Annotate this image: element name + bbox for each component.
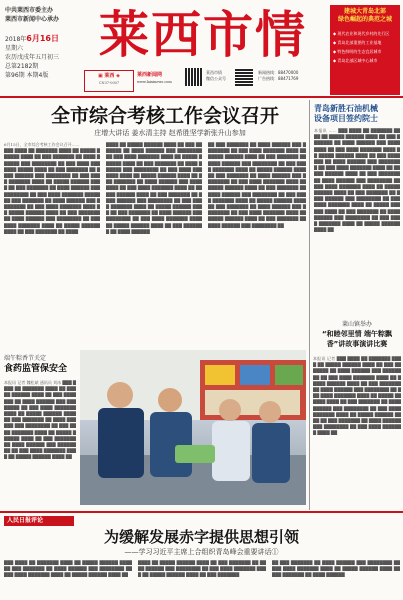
qr-code-icon xyxy=(185,68,203,86)
photo-kicker: 莱山镇举办 xyxy=(341,321,372,328)
food-story-head xyxy=(4,354,76,375)
photo-story-head xyxy=(313,320,401,349)
site-brand: 莱西新闻网 xyxy=(137,72,163,78)
sponsor-line: 莱西市新闻中心承办 xyxy=(5,16,60,23)
section-rule xyxy=(0,511,403,513)
promo-item: ◆ 特色鲜明的生态宜居城市 xyxy=(333,49,382,54)
lunar-date: 农历戊戌年五月初三 xyxy=(5,54,60,61)
sponsor-line: 中共莱西市委主办 xyxy=(5,7,54,14)
main-headline: 全市综合考核工作会议召开 xyxy=(50,105,279,127)
qr-label: 莱西市情 xyxy=(206,70,222,75)
main-story-column: ██ ███ ███████ ██ ████ ██████ ███ ████████ ██ ███ ████ ███████ ████ ██ █████ ██████ ████ ██ ███ ███████ ██ ████ ██████ ███ ████████ ██ ███ ████ ███████ ████ ██ █████ ██████ ████ ██ ███ ███████ ██ ████ ██████ ███ ████████ ██ ███ ████ ███████ ████ ██ █████ ██████ ████ ██ ███ ███████ ██ ████ ██████ ███ ████████ ██ ███ ████ ███████ ████ ██ █████ ██████ ████ ██ ███ ███████ ██ ████ ██████ ███ ████████ ██ ███ ████ ███████ ████ ██ █████ ██████ ████ ██ ███ ███████ ██ ████ ██████ ███ ████████ ██ xyxy=(208,142,306,228)
promo-item: ◆ 现代农业和现代乡村的先行区 xyxy=(333,31,390,36)
column-divider xyxy=(309,100,310,510)
news-site-badge[interactable] xyxy=(137,70,182,92)
side-headline-line: 青岛新胜石油机械 xyxy=(314,104,378,113)
commentary-section-label: 人民日报评论 xyxy=(4,516,74,526)
promo-heading: 建城大青岛北部 xyxy=(343,8,386,15)
food-headline: 食药监管保安全 xyxy=(4,364,68,374)
photo-headline-line: 香”讲故事演讲比赛 xyxy=(326,340,388,348)
commentary-column: ███ ████ ██ ███████ ████ ██ █████ ██████ ████ ██ ███ ███████ ██ ████ ██████ ███ ████████ ██ ███ ████ ███████ ████ ██ █████ ██████ ████ ██ xyxy=(4,560,132,578)
hotline-block xyxy=(258,70,328,82)
ad-number: 88471769 xyxy=(278,76,299,81)
date-highlight: 6月16日 xyxy=(26,34,59,43)
promo-heading: 绿色崛起的典范之城 xyxy=(337,16,392,23)
hotline-number: 88470000 xyxy=(278,70,299,75)
food-kicker: 端午粽香节关定 xyxy=(4,355,47,362)
side-headline-line: 设备项目签约院士 xyxy=(314,114,378,123)
commentary-column: ██ ███ ███████ ██ ████ ██████ ███ ████████ ██ ███ ████ ███████ ████ ██ █████ ██████ ████ ██ ███ ███████ ██ ████ ██████ xyxy=(272,560,400,578)
promo-item: ◆ 青岛北部重要的工业基地 xyxy=(333,40,382,45)
promo-box xyxy=(330,5,400,95)
date-year: 2018年 xyxy=(5,36,27,43)
total-issue: 总第2182期 xyxy=(5,63,39,70)
brand-badge[interactable]: ▣ 莱西 ◈ CN37-0007 xyxy=(84,70,134,92)
main-subhead: 庄增大讲话 姜水清主持 赵希胜坚学新张升山参加 xyxy=(94,129,246,137)
site-url[interactable]: www.laixinews.com xyxy=(137,80,172,84)
hotline-label: 新闻热线： xyxy=(258,70,278,75)
sponsor-block xyxy=(5,6,69,24)
food-story-body: 本报讯 记者 魏松斌 通讯员 刘冰 ███ ████ ██ ███████ ████ ██ █████ ██████ ████ ██ ███ ███████ ██ ████ ██████ ███ ████████ ██ ███ ████ ███████ ████ ██ █████ ██████ ████ ██ ███ ███████ ██ ████ ██████ ███ ████████ ██ ███ ████ ███████ ████ ██ █████ ██████ ████ ██ ███ ███████ ██ ████ ██████ ███ ████████ ██ ███ ████ ███████ ████ ██ █████ ██████ ████ ██ xyxy=(4,380,76,460)
main-story-body xyxy=(4,142,306,348)
issue-number: 第96期 本期4版 xyxy=(5,72,49,79)
commentary-headline: 为缓解发展赤字提供思想引领 xyxy=(103,528,299,546)
ad-label: 广告热线： xyxy=(258,76,278,81)
masthead-rule xyxy=(0,96,403,98)
main-story-column: 6月15日，全市综合考核工作会议召开…… ███ ████ ██ ███████ ████ ██ █████ ██████ ████ ██ ███ ███████ ██ ████ ██████ ███ ████████ ██ ███ ████ ███████ █████ ████ ██ ███ ███████ ██ ████ ██████ ███ ████████ ██ ███ ████ ███████ ████ ██ █████ ██████ ████ ██ ███ ███████ ██ ████ ██████ ███ ████████ ██ ███ ████ ███████ █████ ██ ███ ███████ ██ ████ ██████ ███ ████████ ██ ███ ████ ███████ ████ ██ █████ ██████ ████ ██ ███ ███████ ██ ████ ██████ ███ ████████ ██ ███ ████ ███████ ████ ██ █████ ██████ ████ ██ ███ ███████ ██ ████ xyxy=(4,142,100,234)
news-photo xyxy=(80,350,306,505)
masthead-title: 莱西市情 xyxy=(99,5,307,64)
inspection-photo-icon xyxy=(80,350,306,505)
main-story-column: ████ ██ █████ ██████ ████ ██ ███ ███████ ██ ████ ██████ ███ ████████ ██ ███ ████ ███████ ████ ██ █████ ██████ ████ ██ ███ ███████ ██ ████ ██████ ███ ████████ ██ ███ ████ ███████ ████ ██ █████ ██████ ████ ██ ███ ███████ ██ ████ ██████ ███ ████████ ██ ███ ████ ███████ ████ ██ █████ ██████ ████ ██ ███ ███████ ██ ████ ██████ ███ ████████ ██ ███ ████ ███████ ████ ██ █████ ██████ ████ ██ ███ ███████ ██ ████ ██████ ███ ████████ ██ ███ ████ ███████ ████ ██ █████ ██████ ████ ██ ███ ███████ ██ ████ ██████ xyxy=(106,142,202,234)
qr-caption xyxy=(206,70,226,82)
photo-story-body: 本报讯 记者 ███ ████ ██ ███████ ████ ██ █████ ██████ ████ ██ ███ ███████ ██ ████ ██████ ███ ████████ ██ ███ ████ ███████ ████ ██ █████ ██████ ████ ██ ███ ███████ ██ ████ ██████ ███ ████████ ██ ███ ████ ███████ ████ ██ █████ ██████ ████ ██ ███ ███████ ██ ████ ██████ ███ ████████ ██ ███ ████ ███████ ████ ██ █████ ██████ ████ ██ ███ ███████ ██ ████ ██████ ███ ████████ ██ ███ ████ ███████ ████ ██ xyxy=(313,356,401,436)
commentary-subhead: ——学习习近平主席上合组织青岛峰会重要讲话① xyxy=(124,548,279,556)
qr-code-icon xyxy=(235,68,253,86)
weekday: 星期六 xyxy=(5,45,24,52)
side-story-body: 本报讯 …… ███ ████ ██ ███████ ████ ██ █████ ██████ ████ ██ ███ ███████ ██ ████ ██████ ███ ████████ ██ ███ ████ ███████ ████ ██ █████ ██████ ████ ██ ███ ███████ ██ ████ ██████ ███ ████████ ██ ███ ████ ███████ ████ ██ █████ ██████ ████ ██ ███ ███████ ██ ████ ██████ ███ ████████ ██ ███ ████ ███████ ████ ██ █████ ██████ ████ ██ ███ ███████ ██ ████ ██████ ███ ████████ ██ ███ ████ ███████ ████ ██ █████ ██████ ████ ██ ███ ███████ ██ ████ ██████ ███ ████████ ██ ███ ████ ███████ ████ ██ █████ ██████ ████ ██ xyxy=(314,128,400,233)
promo-item: ◆ 青岛北部区域中心城市 xyxy=(333,58,378,63)
qr-label: 微信公众号 xyxy=(206,76,226,81)
commentary-column: ████ ██ █████ ██████ ████ ██ ███ ███████ ██ ████ ██████ ███ ████████ ██ ███ ████ ███████ ████ ██ █████ ██████ ████ ██ ███ ███████ xyxy=(138,560,266,578)
photo-headline-line: “和睦邻里情 端午粽飘 xyxy=(321,330,393,338)
date-block xyxy=(5,34,69,80)
side-headline xyxy=(314,104,400,124)
